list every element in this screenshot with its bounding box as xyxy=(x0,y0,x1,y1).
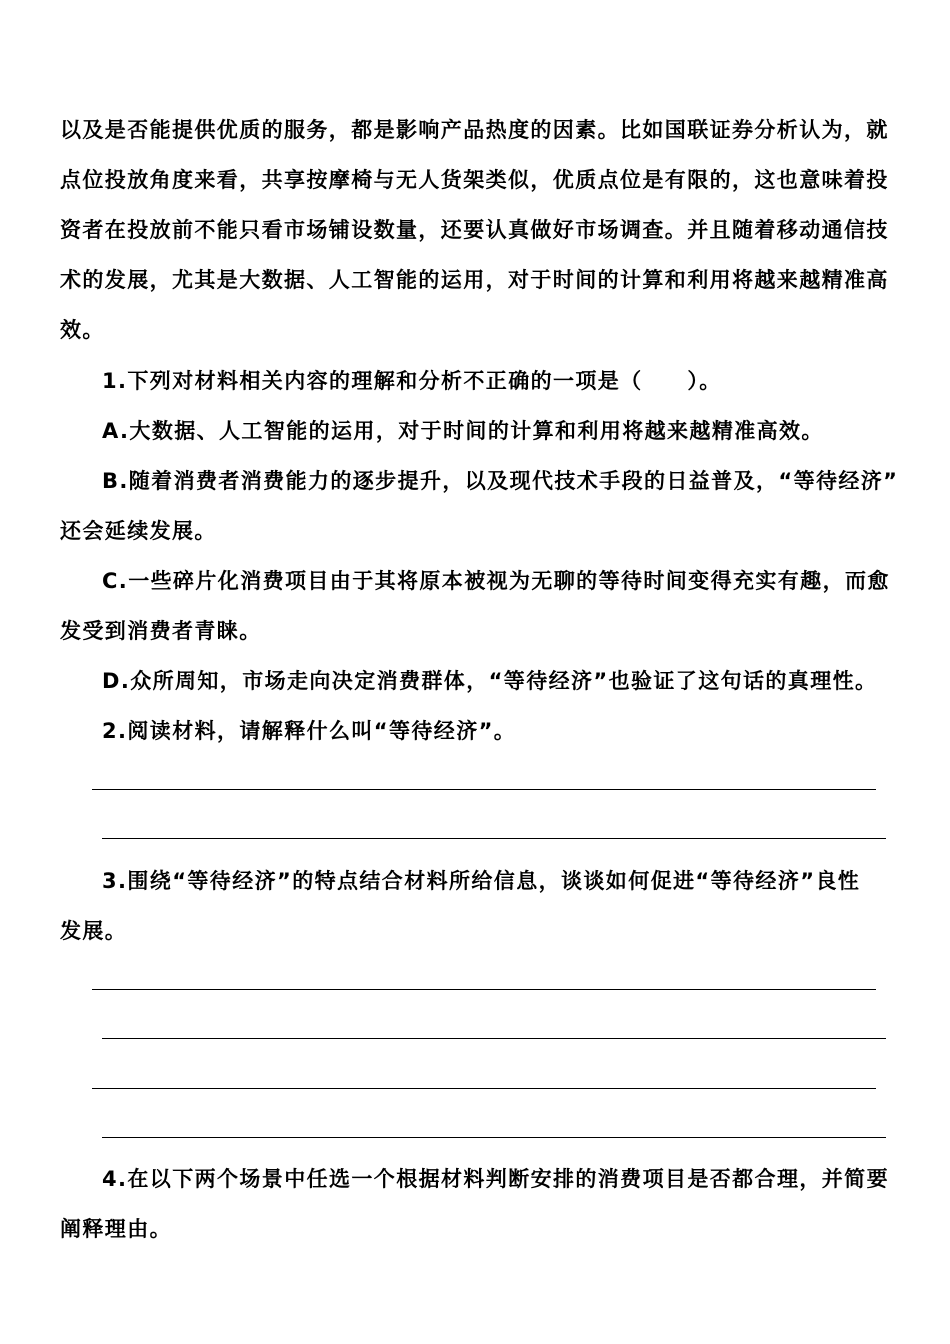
answer-line[interactable] xyxy=(102,1137,886,1138)
question-3-stem: 3.围绕“等待经济”的特点结合材料所给信息，谈谈如何促进“等待经济”良性 xyxy=(102,869,861,893)
passage-line-4: 术的发展，尤其是大数据、人工智能的运用，对于时间的计算和利用将越来越精准高 xyxy=(60,268,889,292)
answer-line[interactable] xyxy=(102,838,886,839)
question-1-option-b-cont: 还会延续发展。 xyxy=(60,519,217,543)
question-1-option-b: B.随着消费者消费能力的逐步提升，以及现代技术手段的日益普及，“等待经济” xyxy=(102,469,899,493)
answer-line[interactable] xyxy=(92,789,876,790)
question-4-stem: 4.在以下两个场景中任选一个根据材料判断安排的消费项目是否都合理，并简要 xyxy=(102,1167,889,1191)
passage-line-2: 点位投放角度来看，共享按摩椅与无人货架类似，优质点位是有限的，这也意味着投 xyxy=(60,168,889,192)
answer-line[interactable] xyxy=(102,1038,886,1039)
passage-line-5: 效。 xyxy=(60,318,105,342)
question-1-stem: 1.下列对材料相关内容的理解和分析不正确的一项是（ ）。 xyxy=(102,369,722,393)
question-2-stem: 2.阅读材料，请解释什么叫“等待经济”。 xyxy=(102,719,517,743)
question-4-stem-cont: 阐释理由。 xyxy=(60,1217,172,1241)
question-1-option-c: C.一些碎片化消费项目由于其将原本被视为无聊的等待时间变得充实有趣，而愈 xyxy=(102,569,890,593)
answer-line[interactable] xyxy=(92,1088,876,1089)
passage-line-3: 资者在投放前不能只看市场铺设数量，还要认真做好市场调查。并且随着移动通信技 xyxy=(60,218,889,242)
question-1-option-a: A.大数据、人工智能的运用，对于时间的计算和利用将越来越精准高效。 xyxy=(102,419,824,443)
answer-line[interactable] xyxy=(92,989,876,990)
question-3-stem-cont: 发展。 xyxy=(60,919,128,943)
question-1-option-d: D.众所周知，市场走向决定消费群体，“等待经济”也验证了这句话的真理性。 xyxy=(102,669,878,693)
passage-line-1: 以及是否能提供优质的服务，都是影响产品热度的因素。比如国联证券分析认为，就 xyxy=(60,118,889,142)
question-1-option-c-cont: 发受到消费者青睐。 xyxy=(60,619,262,643)
